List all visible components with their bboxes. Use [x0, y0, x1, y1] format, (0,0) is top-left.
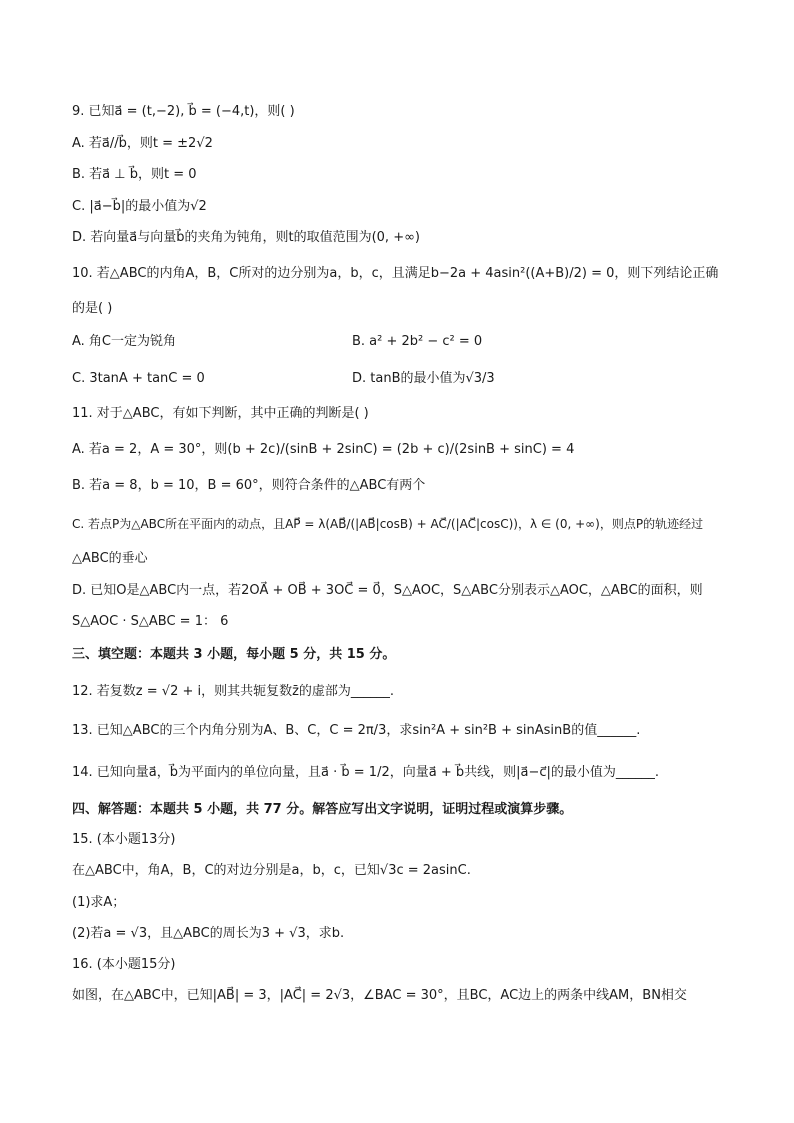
q15-stem: 在△ABC中，角A，B，C的对边分别是a，b，c，已知√3c = 2asinC. — [72, 863, 471, 878]
q16-stem: 如图，在△ABC中，已知|AB⃗| = 3，|AC⃗| = 2√3，∠BAC = 30°，且BC，AC边上的两条中线AM，BN相交 — [72, 988, 687, 1003]
q11-option-d-line1: D. 已知O是△ABC内一点，若2OA⃗ + OB⃗ + 3OC⃗ = 0⃗，S△AOC，S△ABC分别表示△AOC，△ABC的面积，则 — [72, 583, 703, 598]
q9-option-a: A. 若a⃗//b⃗，则t = ±2√2 — [72, 136, 213, 151]
q16-header: 16. (本小题15分) — [72, 957, 176, 972]
section-solution-title: 四、解答题：本题共 5 小题，共 77 分。解答应写出文字说明，证明过程或演算步骤。 — [72, 802, 573, 817]
q9-option-d: D. 若向量a⃗与向量b⃗的夹角为钝角，则t的取值范围为(0, +∞) — [72, 230, 420, 245]
q10-option-a: A. 角C一定为锐角 — [72, 334, 177, 349]
q10-stem-line1: 10. 若△ABC的内角A，B，C所对的边分别为a，b，c，且满足b−2a + 4asin²((A+B)/2) = 0，则下列结论正确 — [72, 266, 719, 281]
q15-part1: (1)求A； — [72, 895, 126, 910]
q10-option-c: C. 3tanA + tanC = 0 — [72, 371, 205, 386]
section-fill-in-title: 三、填空题：本题共 3 小题，每小题 5 分，共 15 分。 — [72, 647, 396, 662]
q9-option-c: C. |a⃗−b⃗|的最小值为√2 — [72, 199, 207, 214]
q10-option-d: D. tanB的最小值为√3/3 — [352, 371, 495, 386]
q9-option-b: B. 若a⃗ ⊥ b⃗，则t = 0 — [72, 167, 197, 182]
q11-option-b: B. 若a = 8，b = 10，B = 60°，则符合条件的△ABC有两个 — [72, 478, 426, 493]
q9-stem: 9. 已知a⃗ = (t,−2), b⃗ = (−4,t)，则( ) — [72, 104, 295, 119]
q10-option-b: B. a² + 2b² − c² = 0 — [352, 334, 483, 349]
q12: 12. 若复数z = √2 + i，则其共轭复数z̄的虚部为______. — [72, 684, 395, 699]
q11-stem: 11. 对于△ABC，有如下判断，其中正确的判断是( ) — [72, 406, 369, 421]
q15-header: 15. (本小题13分) — [72, 832, 176, 847]
q11-option-a: A. 若a = 2，A = 30°，则(b + 2c)/(sinB + 2sinC) = (2b + c)/(2sinB + sinC) = 4 — [72, 442, 575, 457]
q11-option-c-line1: C. 若点P为△ABC所在平面内的动点，且AP⃗ = λ(AB⃗/(|AB⃗|cosB) + AC⃗/(|AC⃗|cosC))，λ ∈ (0, +∞)，则点P的轨迹经过 — [72, 517, 704, 531]
q11-option-d-line2: S△AOC · S△ABC = 1： 6 — [72, 614, 229, 629]
q15-part2: (2)若a = √3，且△ABC的周长为3 + √3，求b. — [72, 926, 345, 941]
q14: 14. 已知向量a⃗，b⃗为平面内的单位向量，且a⃗ · b⃗ = 1/2，向量a⃗ + b⃗共线，则|a⃗−c⃗|的最小值为______. — [72, 765, 659, 780]
q11-option-c-line2: △ABC的垂心 — [72, 551, 148, 566]
q13: 13. 已知△ABC的三个内角分别为A、B、C，C = 2π/3，求sin²A + sin²B + sinAsinB的值______. — [72, 723, 641, 738]
q10-stem-line2: 的是( ) — [72, 301, 113, 316]
